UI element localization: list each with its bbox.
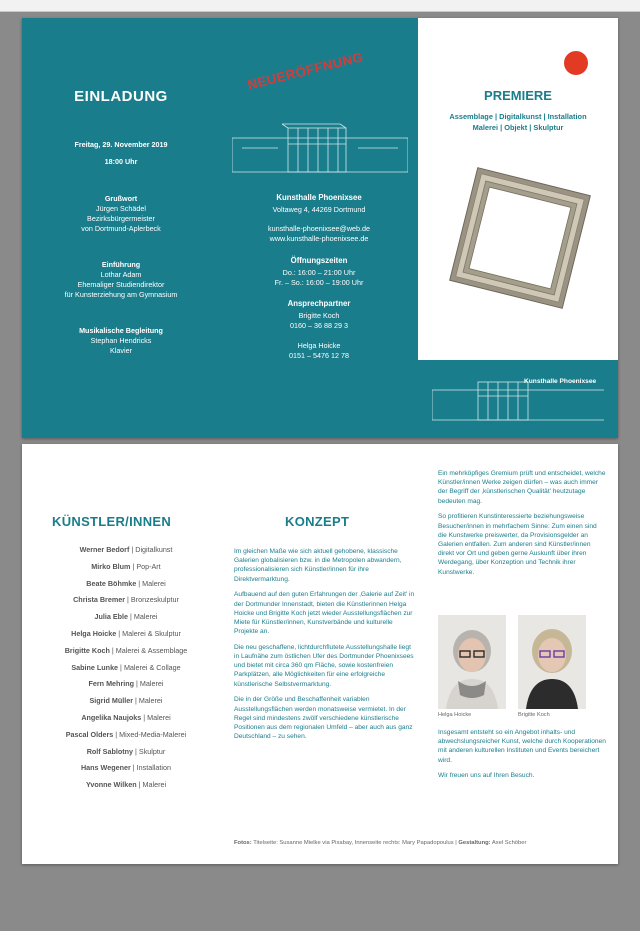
artists-heading: KÜNSTLER/INNEN: [52, 514, 172, 529]
artist-discipline: Malerei: [142, 578, 166, 588]
artist-entry: [42, 609, 210, 626]
artist-name: Sigrid Müller: [89, 696, 134, 706]
artist-separator: |: [125, 595, 131, 605]
artist-name: Julia Eble: [94, 612, 129, 622]
greeting-role-1: Bezirksbürgermeister: [87, 214, 155, 223]
artist-discipline: Malerei & Assemblage: [115, 645, 188, 655]
right-column-text-top: [438, 469, 606, 583]
window-top-strip: [0, 0, 640, 12]
artist-discipline: Pop-Art: [136, 561, 161, 571]
portrait-caption-1: Helga Hoicke: [438, 712, 472, 718]
greeting-label: Grußwort: [104, 194, 138, 203]
intro-role-2: für Kunsterziehung am Gymnasium: [64, 290, 178, 299]
intro-role-1: Ehemaliger Studiendirektor: [77, 280, 165, 289]
artist-discipline: Malerei: [138, 696, 163, 706]
music-label: Musikalische Begleitung: [79, 326, 163, 335]
credits-text: Titelseite: Susanne Mielke via Pixabay, Innenseite rechts: Mary Papadopoulus |: [253, 840, 457, 846]
flyer-outside-page: [22, 18, 618, 438]
concept-heading: KONZEPT: [285, 514, 350, 529]
contact-1-phone: 0160 – 36 88 29 3: [290, 321, 348, 330]
artist-entry: [42, 559, 210, 576]
artist-entry: [42, 710, 210, 727]
intro-person: Lothar Adam: [100, 270, 142, 279]
artist-list: [42, 542, 210, 794]
artist-discipline: Malerei & Skulptur: [122, 628, 181, 638]
artist-name: Werner Bedorf: [79, 545, 130, 554]
artist-discipline: Malerei: [142, 780, 167, 790]
event-date: Freitag, 29. November 2019: [74, 140, 168, 149]
premiere-heading: PREMIERE: [484, 88, 552, 103]
artist-entry: [42, 727, 210, 744]
music-role: Klavier: [110, 346, 132, 355]
design-label: Gestaltung:: [458, 840, 491, 846]
picture-frame-image: [440, 158, 600, 318]
artist-discipline: Skulptur: [138, 746, 166, 756]
artist-name: Christa Bremer: [73, 595, 126, 605]
paragraph: Insgesamt entsteht so ein Angebot inhalts- und abwechslungsreicher Kunst, welche durch Kooperationen mit anderen kulturellen Instituten und Events bereichert wird.: [438, 729, 606, 764]
venue-name: Kunsthalle Phoenixsee: [276, 193, 362, 202]
artist-discipline: Malerei & Collage: [123, 662, 181, 672]
artist-name: Rolf Sablotny: [86, 746, 134, 756]
event-time: 18:00 Uhr: [104, 157, 138, 166]
right-column-text-bottom: [438, 728, 606, 787]
music-block: [22, 326, 220, 356]
logo-panel: [418, 360, 618, 438]
artist-separator: |: [113, 729, 120, 739]
artist-separator: |: [136, 780, 143, 790]
artist-separator: |: [136, 578, 143, 588]
artist-discipline: Bronzeskulptur: [130, 595, 179, 605]
artist-name: Helga Hoicke: [71, 628, 117, 638]
artist-separator: |: [133, 746, 139, 756]
artist-entry: [42, 626, 210, 643]
artist-entry: [42, 592, 210, 609]
design-text: Axel Schöber: [491, 840, 527, 846]
contact-2-phone: 0151 – 5476 12 78: [289, 351, 349, 360]
flyer-inside-page: [22, 444, 618, 864]
brigitte-koch-portrait: [518, 615, 586, 709]
artist-entry: [42, 576, 210, 593]
artist-discipline: Digitalkunst: [135, 545, 173, 554]
paragraph: Ein mehrköpfiges Gremium prüft und entscheidet, welche Künstler/innen Werke zeigen dürfen – was auch immer der Begriff der ‚künstlerischen Qualität' heutzutage bedeuten mag.: [438, 470, 606, 505]
hours-line-2: Fr. – So.: 16:00 – 19:00 Uhr: [274, 278, 364, 287]
paragraph: Die neu geschaffene, lichtdurchflutete Ausstellungshalle liegt in Laufnähe zum östlichen Ufer des Dortmunder Phoenixsees und bietet mit circa 360 qm Fläche, sowie kostenfreien Parkplätzen, alle Möglichkeiten für eine erfolgreiche künstlerische Selbstvermarktung.: [234, 643, 414, 688]
invitation-heading: EINLADUNG: [74, 88, 168, 105]
logo-text: Kunsthalle Phoenixsee: [524, 378, 597, 385]
artist-separator: |: [133, 696, 139, 706]
artist-name: Sabine Lunke: [71, 662, 119, 672]
art-disciplines-line-2: Malerei | Objekt | Skulptur: [472, 123, 564, 132]
artist-name: Pascal Olders: [65, 729, 114, 739]
hours-label: Öffnungszeiten: [290, 256, 348, 265]
artist-name: Brigitte Koch: [64, 645, 110, 655]
greeting-block: [22, 194, 220, 234]
paragraph: So profitieren Kunstinteressierte beziehungsweise Besucher/innen in mehrfachem Sinne: Zum einen sind die Kunstwerke preiswerter, da Provisionsgelder an Galerien entfallen. Zum anderen sind Künstler/innen direkt vor Ort und geben gerne Auskunft über ihren Werdegang, über Konzeption und Technik ihrer Kunstwerke.: [438, 513, 597, 576]
greeting-role-2: von Dortmund-Aplerbeck: [81, 224, 161, 233]
artist-entry: [42, 744, 210, 761]
red-dot-icon: [564, 51, 588, 75]
artist-separator: |: [128, 612, 134, 622]
photo-credits: [234, 840, 526, 846]
artist-name: Fern Mehring: [88, 679, 135, 689]
hours-line-1: Do.: 16:00 – 21:00 Uhr: [282, 268, 356, 277]
artist-discipline: Mixed-Media-Malerei: [119, 729, 187, 739]
artist-discipline: Malerei: [133, 612, 158, 622]
venue-website[interactable]: www.kunsthalle-phoenixsee.de: [269, 234, 369, 243]
paragraph: Im gleichen Maße wie sich aktuell gehobene, klassische Galerien globalisieren bzw. in die Metropolen abwandern, professionalisieren sich Künstler/innen für ihre Direktvermarktung.: [234, 548, 402, 583]
artist-entry: [42, 676, 210, 693]
artist-name: Mirko Blum: [91, 561, 131, 571]
intro-block: [22, 260, 220, 300]
contact-2-name: Helga Hoicke: [297, 341, 341, 350]
artist-separator: |: [118, 662, 124, 672]
venue-email[interactable]: kunsthalle-phoenixsee@web.de: [268, 224, 370, 233]
artist-separator: |: [141, 712, 148, 722]
greeting-person: Jürgen Schädel: [96, 204, 146, 213]
artist-discipline: Installation: [136, 763, 172, 773]
artist-entry: [42, 542, 210, 559]
venue-address: Voltaweg 4, 44269 Dortmund: [272, 205, 366, 214]
artist-separator: |: [130, 763, 137, 773]
artist-name: Yvonne Wilken: [85, 780, 137, 790]
contact-1-name: Brigitte Koch: [298, 311, 340, 320]
kunsthalle-building-icon: [232, 118, 408, 178]
intro-label: Einführung: [101, 260, 141, 269]
artist-separator: |: [109, 645, 116, 655]
portrait-caption-2: Brigitte Koch: [518, 712, 550, 718]
artist-separator: |: [130, 561, 137, 571]
artist-name: Hans Wegener: [80, 763, 131, 773]
artist-discipline: Malerei: [147, 712, 171, 722]
artist-name: Beate Böhmke: [86, 578, 137, 588]
helga-hoicke-portrait: [438, 615, 506, 709]
new-opening-stamp: NEUERÖFFNUNG: [246, 49, 365, 93]
contact-label: Ansprechpartner: [287, 299, 351, 308]
art-disciplines: [418, 111, 618, 133]
music-person: Stephan Hendricks: [90, 336, 152, 345]
artist-entry: [42, 693, 210, 710]
paragraph: Aufbauend auf den guten Erfahrungen der ‚Galerie auf Zeit' in der Dortmunder Innenstadt, bieten die Künstlerinnen Helga Hoicke und Brigitte Koch jetzt wieder Ausstellungsflächen zur Miete für Künstler/innen, Kunstverbände und kulturelle Projekte an.: [234, 591, 415, 636]
paragraph: Wir freuen uns auf Ihren Besuch.: [438, 772, 535, 780]
artist-entry: [42, 760, 210, 777]
paragraph: Die in der Größe und Beschaffenheit variablen Ausstellungsflächen werden monatsweise vermietet. In der Regel sind mindestens zwölf verschiedene künstlerische Positionen aus dem regionalen Umfeld – aber auch aus ganz Deutschland – zu sehen.: [234, 696, 413, 741]
artist-entry: [42, 643, 210, 660]
artist-separator: |: [116, 628, 123, 638]
artist-discipline: Malerei: [139, 679, 164, 689]
left-panel: [22, 18, 220, 438]
artist-entry: [42, 777, 210, 794]
artist-separator: |: [129, 545, 136, 554]
concept-text: [234, 547, 416, 748]
credits-label: Fotos:: [234, 840, 252, 846]
art-disciplines-line-1: Assemblage | Digitalkunst | Installation: [449, 112, 587, 121]
artist-entry: [42, 660, 210, 677]
artist-name: Angelika Naujoks: [81, 712, 142, 722]
artist-separator: |: [134, 679, 140, 689]
